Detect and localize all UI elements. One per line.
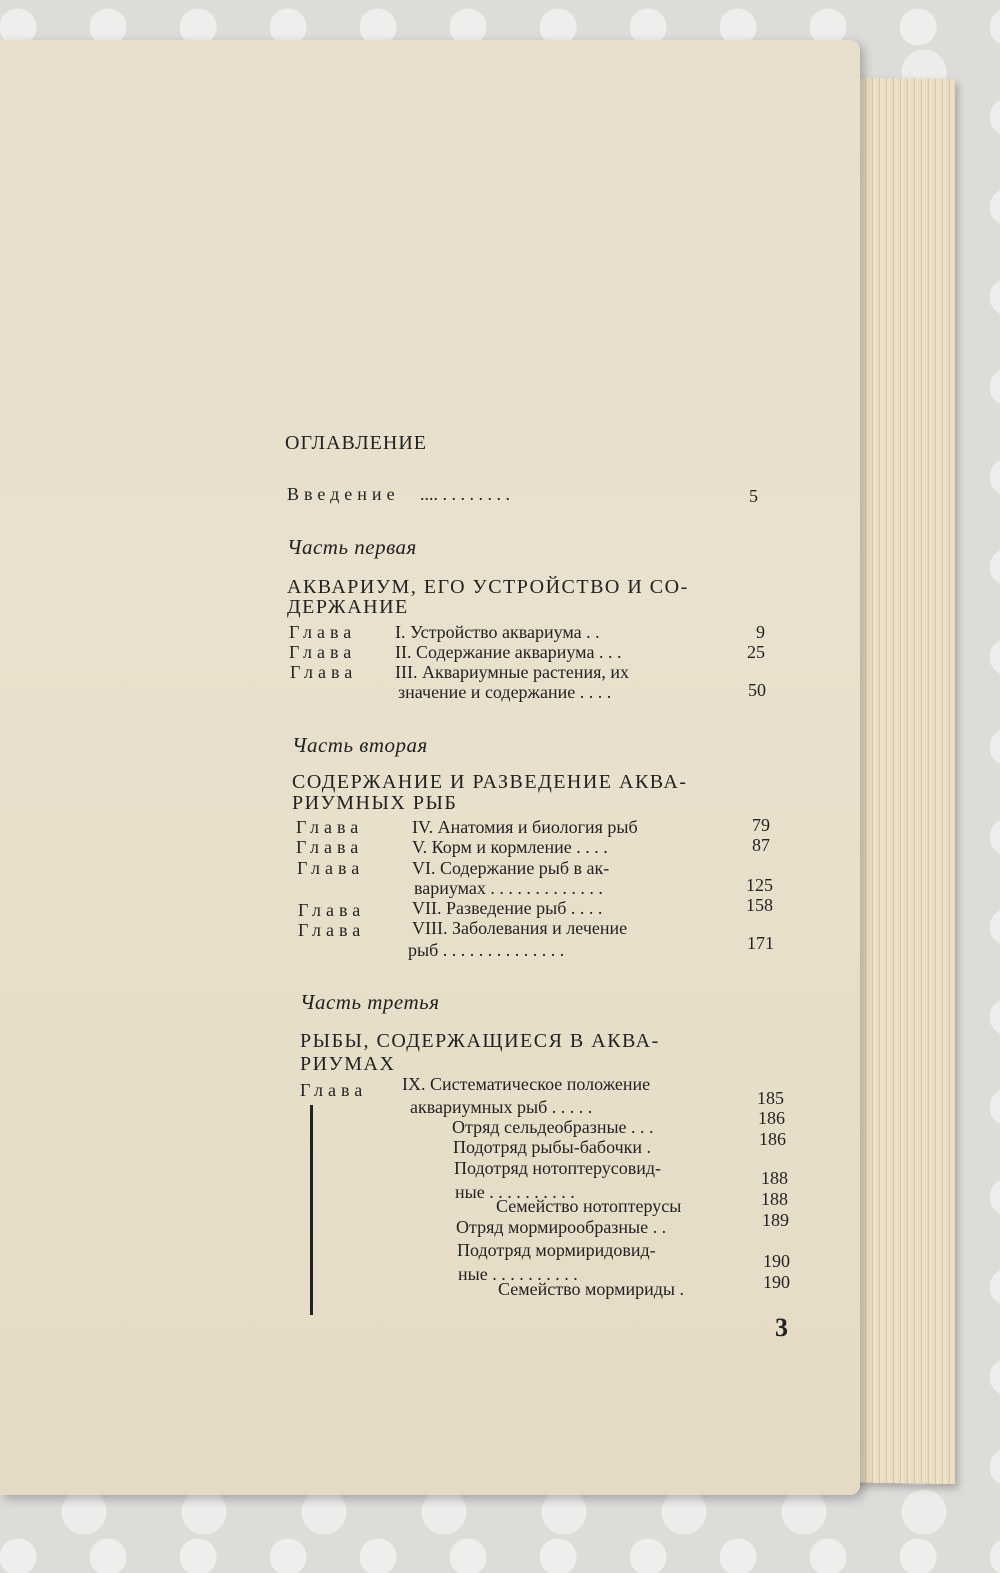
- chapter-9-title: IX. Систематическое положение: [402, 1074, 651, 1094]
- chapter-3-title-cont: значение и содержание . . . .: [398, 682, 612, 702]
- chapter-8-title: VIII. Заболевания и лечение: [412, 918, 628, 938]
- intro-label: Введение: [287, 484, 400, 504]
- subsection-title-cont: ные . . . . . . . . . .: [458, 1264, 578, 1284]
- family-title: Семейство мормириды .: [498, 1279, 684, 1299]
- chapter-prefix: Глава: [290, 662, 358, 682]
- part3-title-line1: РЫБЫ, СОДЕРЖАЩИЕСЯ В АКВА-: [300, 1030, 660, 1052]
- part1-label: Часть первая: [287, 535, 417, 559]
- chapter-5-page: 87: [752, 835, 770, 855]
- chapter-prefix: Глава: [297, 858, 365, 878]
- family-title: Семейство нотоптерусы: [496, 1196, 682, 1216]
- part2-label: Часть вторая: [292, 733, 428, 757]
- chapter-4-title: IV. Анатомия и биология рыб: [412, 817, 638, 837]
- chapter-4-page: 79: [752, 815, 770, 835]
- chapter-2-page: 25: [747, 642, 765, 662]
- subsection-title-cont: ные . . . . . . . . . .: [455, 1182, 575, 1202]
- chapter-prefix: Глава: [298, 900, 366, 920]
- subsection-page: 186: [758, 1108, 785, 1128]
- chapter-8-title-cont: рыб . . . . . . . . . . . . . .: [408, 940, 565, 960]
- part1-title-line1: АКВАРИУМ, ЕГО УСТРОЙСТВО И СО-: [287, 576, 689, 598]
- subsection-title: Подотряд рыбы-бабочки .: [453, 1137, 652, 1157]
- chapter-prefix: Глава: [300, 1080, 368, 1100]
- chapter-3-title: III. Аквариумные растения, их: [395, 662, 629, 682]
- chapter-5-title: V. Корм и кормление . . . .: [412, 837, 608, 857]
- chapter-7-title: VII. Разведение рыб . . . .: [412, 898, 603, 918]
- chapter-6-title: VI. Содержание рыб в ак-: [412, 858, 610, 878]
- subsection-title: Подотряд нотоптерусовид-: [454, 1158, 661, 1178]
- chapter-6-page: 125: [746, 875, 773, 895]
- chapter-prefix: Глава: [289, 622, 357, 642]
- chapter-prefix: Глава: [289, 642, 357, 662]
- part2-title-line2: РИУМНЫХ РЫБ: [292, 792, 458, 814]
- chapter-9-page: 185: [757, 1088, 784, 1108]
- subsection-page: 189: [762, 1210, 789, 1230]
- chapter-8-page: 171: [747, 933, 774, 953]
- chapter-prefix: Глава: [296, 817, 364, 837]
- part1-title-line2: ДЕРЖАНИЕ: [287, 596, 409, 618]
- chapter-1-title: I. Устройство аквариума . .: [395, 622, 600, 642]
- toc-heading: ОГЛАВЛЕНИЕ: [285, 432, 427, 454]
- chapter-prefix: Глава: [298, 920, 366, 940]
- intro-leader: .... . . . . . . . .: [420, 484, 510, 504]
- chapter-9-title-cont: аквариумных рыб . . . . .: [410, 1097, 593, 1117]
- subsection-bracket: [310, 1105, 313, 1315]
- subsection-page: 188: [761, 1168, 788, 1188]
- subsection-page: 190: [763, 1251, 790, 1271]
- part2-title-line1: СОДЕРЖАНИЕ И РАЗВЕДЕНИЕ АКВА-: [292, 771, 688, 793]
- intro-page: 5: [749, 486, 758, 506]
- chapter-3-page: 50: [748, 680, 766, 700]
- page-number: 3: [775, 1313, 788, 1342]
- subsection-title: Подотряд мормиридовид-: [457, 1240, 656, 1260]
- chapter-2-title: II. Содержание аквариума . . .: [395, 642, 622, 662]
- subsection-title: Отряд мормирообразные . .: [456, 1217, 667, 1237]
- family-page: 190: [763, 1272, 790, 1292]
- subsection-page: 186: [759, 1129, 786, 1149]
- part3-title-line2: РИУМАХ: [300, 1053, 396, 1075]
- chapter-7-page: 158: [746, 895, 773, 915]
- chapter-6-title-cont: вариумах . . . . . . . . . . . . .: [414, 878, 603, 898]
- chapter-prefix: Глава: [296, 837, 364, 857]
- part3-label: Часть третья: [300, 990, 440, 1014]
- chapter-1-page: 9: [756, 622, 765, 642]
- family-page: 188: [761, 1189, 788, 1209]
- subsection-title: Отряд сельдеобразные . . .: [452, 1117, 654, 1137]
